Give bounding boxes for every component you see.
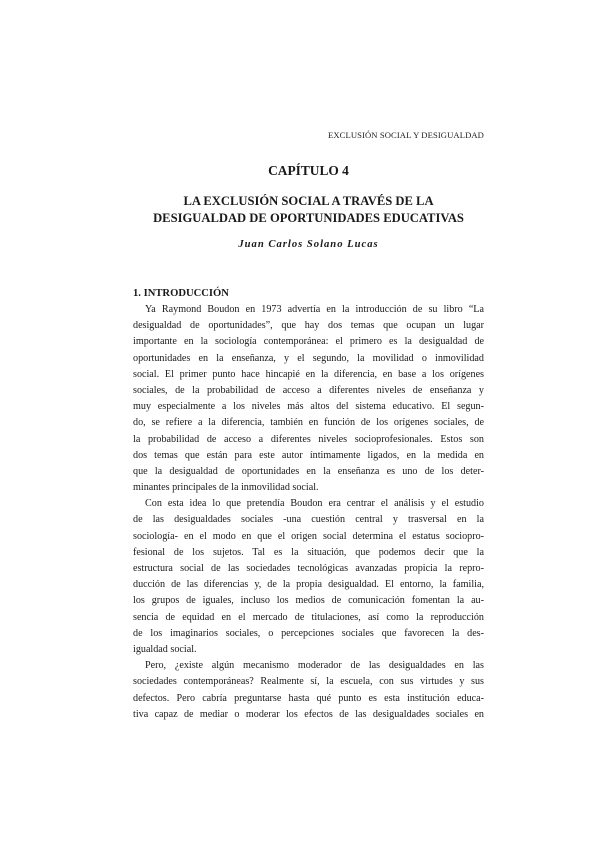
- chapter-title-line: DESIGUALDAD DE OPORTUNIDADES EDUCATIVAS: [153, 211, 464, 225]
- text-line: social. El primer punto hace hincapié en la diferencia, en base a los orígenes: [133, 368, 484, 380]
- text-line: igualdad social.: [133, 643, 197, 655]
- text-line: de los imaginarios sociales, o percepciones sociales que favorecen la des-: [133, 627, 484, 639]
- body-text: [133, 302, 484, 723]
- text-line: fesional de los sujetos. Tal es la situación, que podemos decir que la: [133, 546, 484, 558]
- chapter-label: CAPÍTULO 4: [268, 163, 349, 178]
- text-line: los grupos de iguales, incluso los medios de comunicación fomentan la au-: [133, 595, 484, 607]
- text-line: dos temas que están para este autor íntimamente ligados, en la medida en: [133, 449, 484, 461]
- text-line: la probabilidad de acceso a diferentes niveles socioprofesionales. Estos son: [133, 433, 484, 445]
- text-line: sociología- en el modo en que el origen social determina el estatus sociopro-: [133, 530, 484, 542]
- chapter-title: [133, 193, 484, 227]
- running-head: EXCLUSIÓN SOCIAL Y DESIGUALDAD: [327, 130, 484, 140]
- text-line: estructura social de las sociedades tecnológicas avanzadas propicia la repro-: [133, 563, 484, 574]
- chapter-title-line: LA EXCLUSIÓN SOCIAL A TRAVÉS DE LA: [183, 194, 434, 208]
- section-heading: 1. INTRODUCCIÓN: [133, 288, 229, 299]
- text-line: oportunidades en la enseñanza, y el segundo, la movilidad o inmovilidad: [133, 352, 484, 364]
- text-line: Ya Raymond Boudon en 1973 advertía en la introducción de su libro “La: [145, 304, 484, 315]
- text-line: Pero, ¿existe algún mecanismo moderador de las desigualdades en las: [145, 660, 484, 672]
- text-line: desigualdad de oportunidades”, que hay dos temas que ocupan un lugar: [133, 320, 484, 332]
- text-line: ducción de las diferencias y, de la propia desigualdad. El entorno, la familia,: [133, 579, 484, 591]
- text-line: sociedades contemporáneas? Realmente sí, la escuela, con sus virtudes y sus: [133, 676, 484, 688]
- text-line: Con esta idea lo que pretendía Boudon era centrar el análisis y el estudio: [145, 498, 484, 510]
- author-name: Juan Carlos Solano Lucas: [238, 239, 379, 250]
- text-line: tiva capaz de mediar o moderar los efectos de las desigualdades sociales en: [133, 708, 484, 720]
- text-line: de las desigualdades sociales -una cuestión central y trasversal en la: [133, 514, 484, 526]
- text-line: minantes principales de la inmovilidad social.: [133, 482, 319, 494]
- text-line: do, se refiere a la diferencia, también en función de los orígenes sociales, de: [133, 417, 484, 429]
- text-line: muy especialmente a los niveles más altos del sistema educativo. El segun-: [133, 401, 484, 413]
- text-line: sociales, de la probabilidad de acceso a diferentes niveles de enseñanza y: [133, 384, 484, 396]
- text-line: sencia de equidad en el mercado de titulaciones, así como la reproducción: [133, 611, 484, 623]
- text-line: importante en la sociología contemporánea: el primero es la desigualdad de: [133, 336, 484, 348]
- text-line: defectos. Pero cabría preguntarse hasta qué punto es esta institución educa-: [133, 692, 484, 704]
- text-line: que la desigualdad de oportunidades en la enseñanza es uno de los deter-: [133, 465, 484, 477]
